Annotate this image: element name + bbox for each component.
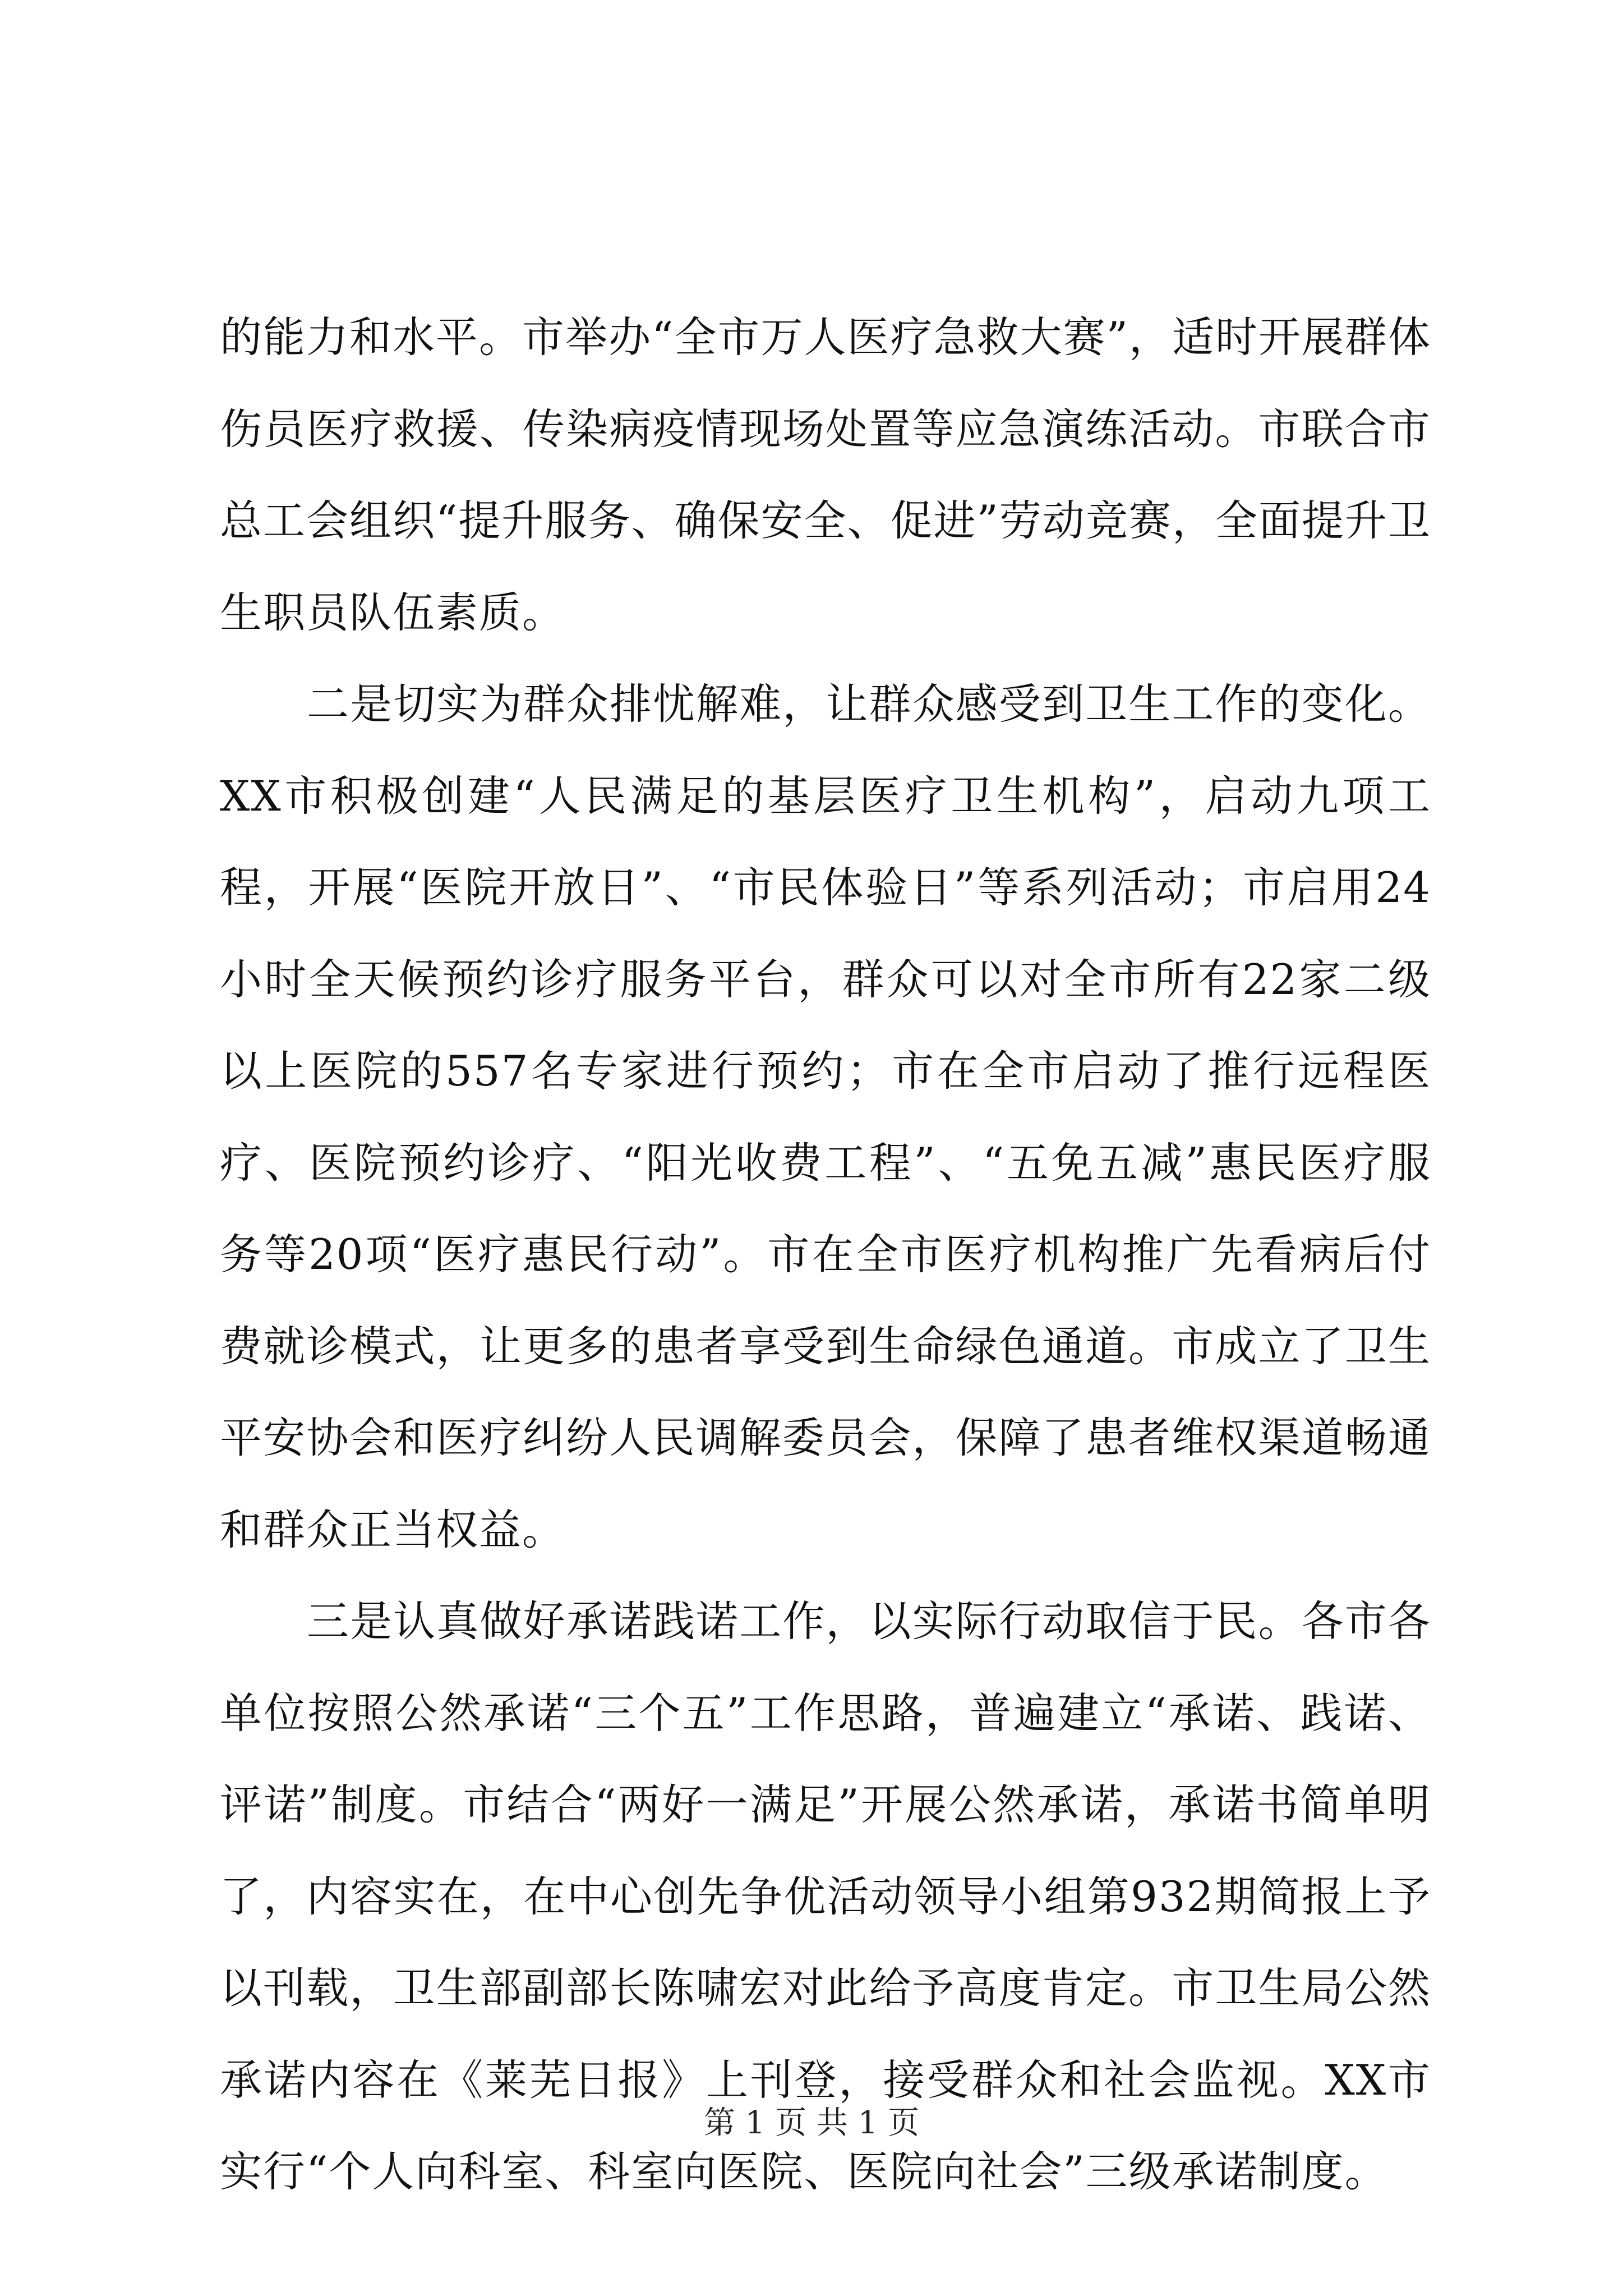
paragraph-2: 二是切实为群众排忧解难，让群众感受到卫生工作的变化。XX市积极创建“人民满足的基层医疗卫生机构”，启动九项工程，开展“医院开放日”、“市民体验日”等系列活动；市启用24小时全天候预约诊疗服务平台，群众可以对全市所有22家二级以上医院的557名专家进行预约；市在全市启动了推行远程医疗、医院预约诊疗、“阳光收费工程”、“五免五减”惠民医疗服务等20项“医疗惠民行动”。市在全市医疗机构推广先看病后付费就诊模式，让更多的患者享受到生命绿色通道。市成立了卫生平安协会和医疗纠纷人民调解委员会，保障了患者维权渠道畅通和群众正当权益。 <box>220 679 1431 1554</box>
page-number-footer: 第 1 页 共 1 页 <box>703 2105 920 2141</box>
paragraph-1: 的能力和水平。市举办“全市万人医疗急救大赛”，适时开展群体伤员医疗救援、传染病疫情现场处置等应急演练活动。市联合市总工会组织“提升服务、确保安全、促进”劳动竞赛，全面提升卫生职员队伍素质。 <box>220 312 1431 637</box>
paragraph-3: 三是认真做好承诺践诺工作，以实际行动取信于民。各市各单位按照公然承诺“三个五”工作思路，普遍建立“承诺、践诺、评诺”制度。市结合“两好一满足”开展公然承诺，承诺书简单明了，内容实在，在中心创先争优活动领导小组第932期简报上予以刊载，卫生部副部长陈啸宏对此给予高度肯定。市卫生局公然承诺内容在《莱芜日报》上刊登，接受群众和社会监视。XX市实行“个人向科室、科室向医院、医院向社会”三级承诺制度。 <box>220 1596 1431 2196</box>
document-body <box>220 292 1431 2218</box>
